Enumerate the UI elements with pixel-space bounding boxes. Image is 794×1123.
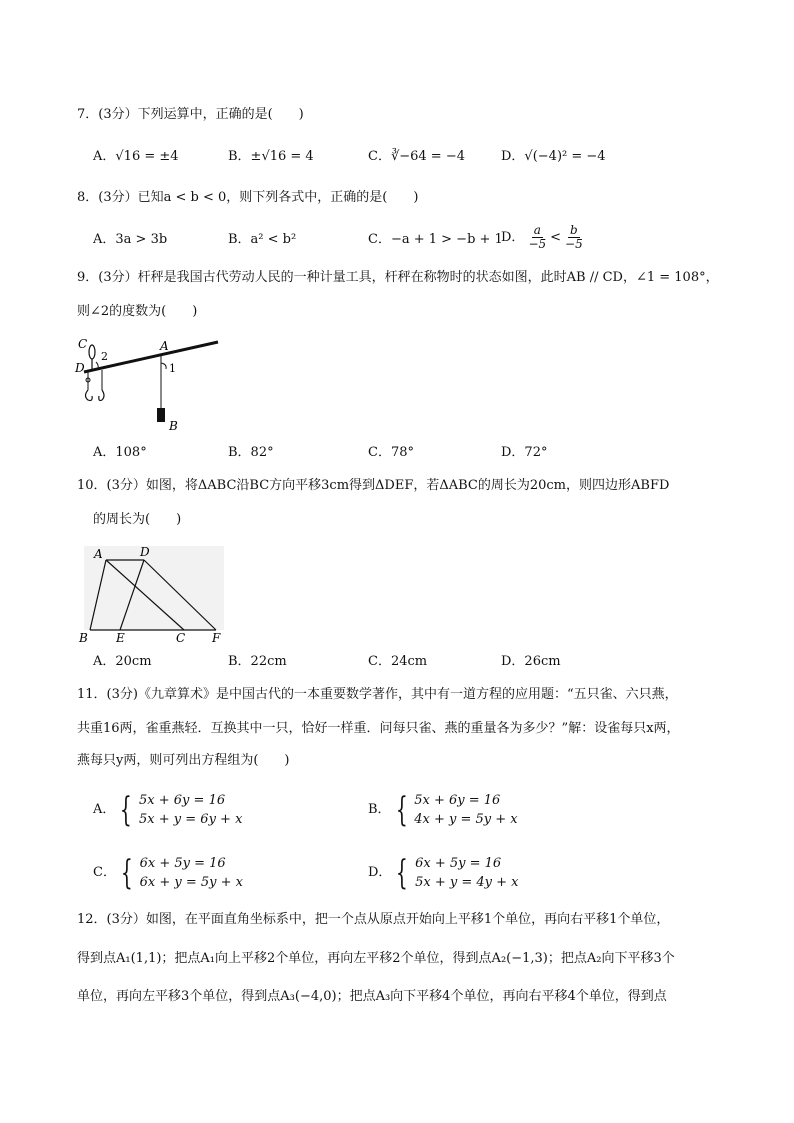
q9-label-2: 2 bbox=[101, 350, 108, 363]
q11-a-eq2: 5x + y = 6y + x bbox=[139, 812, 243, 827]
q12-stem-line1: 12．(3分）如图，在平面直角坐标系中，把一个点从原点开始向上平移1个单位，再向右平移1个单位， bbox=[77, 912, 670, 927]
q9-hook-right bbox=[99, 390, 104, 401]
q11-option-c-label: C． bbox=[93, 865, 116, 880]
q9-ring-c bbox=[89, 345, 95, 359]
q11-option-d-label: D． bbox=[368, 865, 392, 880]
q11-stem-line3: 燕每只y两，则可列出方程组为( ) bbox=[77, 753, 290, 768]
q10-option-d: D．26cm bbox=[501, 654, 561, 669]
q10-stem-line2: 的周长为( ) bbox=[93, 512, 182, 527]
q8-d-relation: < bbox=[550, 230, 562, 245]
q10-option-b: B．22cm bbox=[228, 654, 287, 669]
q11-c-eq1: 6x + 5y = 16 bbox=[139, 856, 226, 871]
q12-stem-line2: 得到点A₁(1,1)；把点A₁向上平移2个单位，再向左平移2个单位，得到点A₂(−1,3)；把点A₂向下平移3个 bbox=[77, 951, 675, 966]
q12-stem-line3: 单位，再向左平移3个单位，得到点A₃(−4,0)；把点A₃向下平移4个单位，再向右平移4个单位，得到点 bbox=[77, 989, 667, 1004]
q8-option-c: C．−a + 1 > −b + 1 bbox=[368, 232, 503, 247]
q9-steelyard-figure bbox=[72, 332, 224, 436]
q11-option-a-label: A． bbox=[93, 802, 116, 817]
q9-label-a: A bbox=[160, 339, 169, 353]
q10-option-c: C．24cm bbox=[368, 654, 428, 669]
q11-option-d-system bbox=[391, 854, 518, 892]
q11-stem-line2: 共重16两，雀重燕轻．互换其中一只，恰好一样重．问每只雀、燕的重量各为多少？”解：设雀每只x两， bbox=[77, 721, 680, 736]
q11-option-b bbox=[368, 791, 518, 829]
q11-option-d-brace: { bbox=[396, 853, 409, 893]
q10-label-f: F bbox=[212, 631, 221, 645]
q7-option-d: D．√(−4)² = −4 bbox=[501, 149, 606, 164]
q9-label-b: B bbox=[169, 419, 178, 433]
q10-option-a: A．20cm bbox=[93, 654, 152, 669]
q9-stem-line1: 9．(3分）杆秤是我国古代劳动人民的一种计量工具，杆秤在称物时的状态如图，此时AB // CD，∠1 = 108°， bbox=[77, 270, 719, 285]
q10-translation-figure bbox=[74, 542, 230, 646]
q11-b-eq1: 5x + 6y = 16 bbox=[414, 793, 501, 808]
q9-option-d: D．72° bbox=[501, 445, 548, 460]
q8-option-d bbox=[501, 224, 587, 251]
q10-label-a: A bbox=[94, 547, 103, 561]
q9-label-d: D bbox=[75, 361, 85, 375]
q11-option-c bbox=[93, 854, 243, 892]
q8-option-d-fraction-left bbox=[526, 224, 548, 251]
q11-b-eq2: 4x + y = 5y + x bbox=[414, 812, 518, 827]
q11-d-eq2: 5x + y = 4y + x bbox=[415, 875, 519, 890]
q7-stem: 7．(3分）下列运算中，正确的是( ) bbox=[77, 107, 304, 122]
q8-d-den-right: −5 bbox=[565, 237, 583, 251]
q10-label-e: E bbox=[116, 631, 125, 645]
q11-option-d bbox=[368, 854, 518, 892]
q11-stem-line1: 11．(3分)《九章算术》是中国古代的一本重要数学著作，其中有一道方程的应用题：“五只雀、六只燕， bbox=[77, 687, 678, 702]
q9-label-1: 1 bbox=[169, 362, 176, 375]
q8-d-num-right: b bbox=[570, 223, 578, 237]
q9-hook-left bbox=[86, 390, 93, 401]
q11-option-a-brace: { bbox=[120, 790, 133, 830]
q9-stem-line2: 则∠2的度数为( ) bbox=[77, 304, 198, 319]
q8-option-d-label: D． bbox=[501, 230, 525, 245]
q8-d-num-left: a bbox=[533, 223, 541, 237]
q11-a-eq1: 5x + 6y = 16 bbox=[139, 793, 226, 808]
q11-d-eq1: 6x + 5y = 16 bbox=[415, 856, 502, 871]
q10-label-b: B bbox=[79, 631, 88, 645]
q7-option-c: C．∛−64 = −4 bbox=[368, 149, 465, 164]
q8-d-den-left: −5 bbox=[528, 237, 547, 251]
q10-stem-line1: 10．(3分）如图，将ΔABC沿BC方向平移3cm得到ΔDEF，若ΔABC的周长为20cm，则四边形ABFD bbox=[77, 478, 670, 493]
q9-option-a: A．108° bbox=[93, 445, 147, 460]
q10-label-c: C bbox=[176, 631, 186, 645]
q9-weight bbox=[157, 408, 165, 422]
q7-option-b: B．±√16 = 4 bbox=[228, 149, 314, 164]
q8-stem: 8．(3分）已知a < b < 0，则下列各式中，正确的是( ) bbox=[77, 190, 419, 205]
q11-option-a bbox=[93, 791, 242, 829]
q11-option-b-brace: { bbox=[395, 790, 408, 830]
q7-option-a: A．√16 = ±4 bbox=[93, 149, 179, 164]
q11-option-b-system bbox=[391, 791, 518, 829]
q11-option-c-system bbox=[116, 854, 243, 892]
q10-label-d: D bbox=[140, 545, 150, 559]
q9-option-c: C．78° bbox=[368, 445, 414, 460]
q8-option-b: B．a² < b² bbox=[228, 232, 297, 247]
q9-label-c: C bbox=[78, 337, 88, 351]
q11-option-c-brace: { bbox=[120, 853, 133, 893]
q9-angle-1-arc bbox=[161, 363, 166, 369]
q8-option-a: A．3a > 3b bbox=[93, 232, 168, 247]
q11-option-a-system bbox=[115, 791, 242, 829]
q11-option-b-label: B． bbox=[368, 802, 391, 817]
q8-option-d-fraction-right bbox=[563, 224, 585, 251]
q9-option-b: B．82° bbox=[228, 445, 274, 460]
q11-c-eq2: 6x + y = 5y + x bbox=[139, 875, 243, 890]
